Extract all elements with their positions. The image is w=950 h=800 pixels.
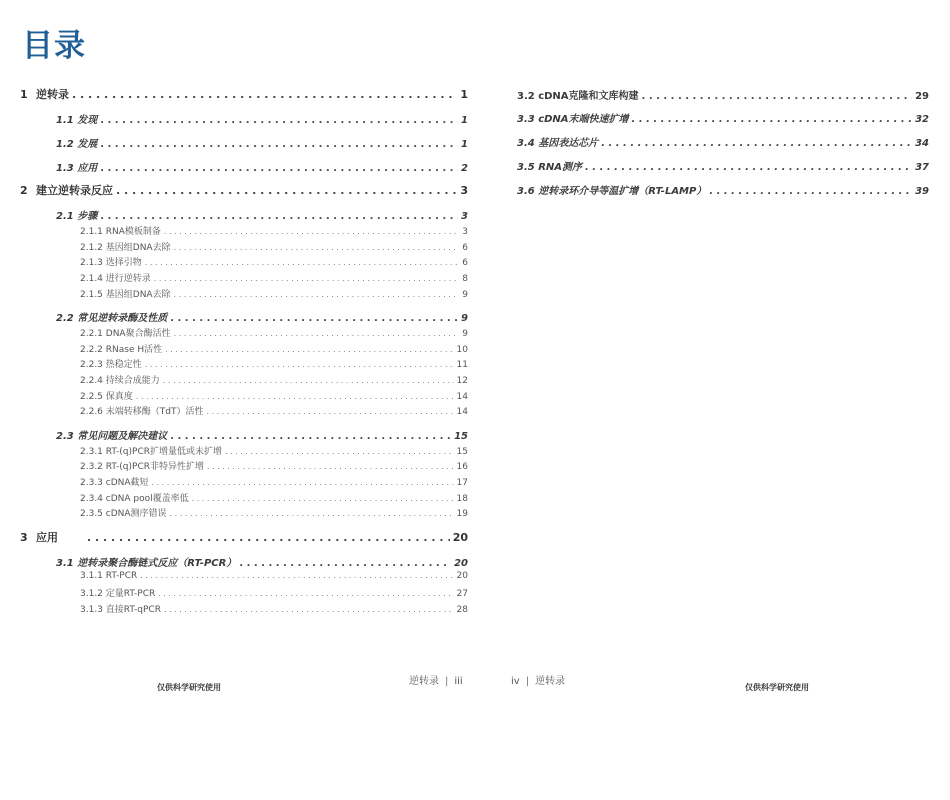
leader-dots xyxy=(632,114,913,125)
page-number: 6 xyxy=(462,258,468,268)
toc-entry-2-3-2[interactable] xyxy=(20,459,468,472)
section-number: 3 xyxy=(20,531,28,544)
page-number: 3 xyxy=(462,227,468,237)
page-number: 14 xyxy=(456,392,468,402)
leader-dots xyxy=(239,558,451,569)
right-research-note: 仅供科学研究使用 xyxy=(745,683,809,692)
page-number: 1 xyxy=(461,115,468,126)
toc-entry-2-3[interactable] xyxy=(20,427,468,442)
page-number: 19 xyxy=(456,509,468,519)
page-number: 12 xyxy=(456,376,468,386)
toc-entry-3-5[interactable] xyxy=(517,158,929,173)
page-number: 6 xyxy=(462,243,468,253)
section-title: 2.1 步骤 xyxy=(56,211,98,222)
page-number: 28 xyxy=(456,605,468,615)
section-title: 3.1.2 定量RT-PCR xyxy=(80,589,156,599)
toc-entry-3-6[interactable] xyxy=(517,182,929,197)
page-number: 34 xyxy=(915,138,929,149)
page-number: 29 xyxy=(915,91,929,102)
section-title: 2.2.4 持续合成能力 xyxy=(80,376,160,386)
section-title: 2.1.4 进行逆转录 xyxy=(80,274,151,284)
leader-dots xyxy=(136,392,454,401)
toc-entry-3-1-1[interactable] xyxy=(20,571,468,581)
toc-entry-1-1[interactable] xyxy=(20,111,468,126)
toc-entry-1-3[interactable] xyxy=(20,159,468,174)
toc-entry-2-2-3[interactable] xyxy=(20,357,468,370)
section-title: 建立逆转录反应 xyxy=(36,184,113,197)
leader-dots xyxy=(164,227,459,236)
toc-entry-2-2-6[interactable] xyxy=(20,404,468,417)
leader-dots xyxy=(165,345,453,354)
page-number: 18 xyxy=(456,494,468,504)
page-number: 3 xyxy=(461,211,468,222)
page-number: 9 xyxy=(462,329,468,339)
page-number: 16 xyxy=(456,462,468,472)
leader-dots xyxy=(152,478,454,487)
page-number: 32 xyxy=(915,114,929,125)
leader-dots xyxy=(100,163,458,174)
toc-entry-2-3-3[interactable] xyxy=(20,475,468,488)
toc-entry-3-1-2[interactable] xyxy=(20,586,468,599)
section-number: 1 xyxy=(20,88,28,101)
leader-dots xyxy=(72,88,457,101)
leader-dots xyxy=(145,258,460,267)
toc-entry-3-1-3[interactable] xyxy=(20,602,468,615)
leader-dots xyxy=(601,138,912,149)
section-title: 2.1.1 RNA模板制备 xyxy=(80,227,161,237)
toc-entry-2-1-4[interactable] xyxy=(20,271,468,284)
toc-entry-2-1[interactable] xyxy=(20,207,468,222)
section-title: 2.2.3 热稳定性 xyxy=(80,360,142,370)
section-title: 3.4 基因表达芯片 xyxy=(517,138,599,149)
leader-dots xyxy=(585,162,912,173)
section-title: 2.3.1 RT-(q)PCR扩增量低或未扩增 xyxy=(80,447,222,457)
toc-entry-3-4[interactable] xyxy=(517,134,929,149)
toc-entry-1[interactable] xyxy=(20,86,468,102)
leader-dots xyxy=(225,447,454,456)
toc-entry-3[interactable] xyxy=(20,529,468,545)
page-number: 39 xyxy=(915,186,929,197)
section-title: 3.1.3 直接RT-qPCR xyxy=(80,605,161,615)
leader-dots xyxy=(170,509,454,518)
left-research-note: 仅供科学研究使用 xyxy=(157,683,221,692)
page-number: 1 xyxy=(461,139,468,150)
section-title: 2.2.1 DNA聚合酶活性 xyxy=(80,329,171,339)
page-number: 15 xyxy=(456,447,468,457)
page-number: 9 xyxy=(461,313,468,324)
section-title: 3.3 cDNA末端快速扩增 xyxy=(517,114,629,125)
page-number: 15 xyxy=(454,431,468,442)
page-title: 目录 xyxy=(22,28,86,64)
page-number: 37 xyxy=(915,162,929,173)
toc-entry-2-2-5[interactable] xyxy=(20,389,468,402)
leader-dots xyxy=(100,211,458,222)
leader-dots xyxy=(87,531,450,544)
section-title: 逆转录 xyxy=(36,88,69,101)
page-number: 8 xyxy=(462,274,468,284)
section-title: 2.3.2 RT-(q)PCR非特异性扩增 xyxy=(80,462,204,472)
toc-entry-2[interactable] xyxy=(20,182,468,198)
leader-dots xyxy=(709,186,912,197)
page-number: 20 xyxy=(452,531,468,544)
leader-dots xyxy=(174,290,460,299)
leader-dots xyxy=(158,589,453,598)
section-title: 2.2.2 RNase H活性 xyxy=(80,345,163,355)
section-title: 3.5 RNA测序 xyxy=(517,162,583,173)
leader-dots xyxy=(206,407,453,416)
page-number: 1 xyxy=(460,88,468,101)
leader-dots xyxy=(170,313,458,324)
footer-title: 逆转录 xyxy=(535,676,566,687)
leader-dots xyxy=(140,571,453,580)
page-number: 17 xyxy=(456,478,468,488)
footer-page-number: iv xyxy=(511,676,520,687)
section-title: 2.2.6 末端转移酶（TdT）活性 xyxy=(80,407,204,417)
right-page-footer xyxy=(511,672,565,687)
leader-dots xyxy=(163,376,454,385)
section-title: 2.1.3 选择引物 xyxy=(80,258,142,268)
toc-entry-1-2[interactable] xyxy=(20,135,468,150)
toc-entry-2-2-2[interactable] xyxy=(20,342,468,355)
leader-dots xyxy=(174,329,460,338)
section-title: 2.3.3 cDNA截短 xyxy=(80,478,149,488)
toc-entry-3-3[interactable] xyxy=(517,110,929,125)
section-title: 2.1.2 基因组DNA去除 xyxy=(80,243,171,253)
toc-entry-3-2[interactable] xyxy=(517,87,929,102)
leader-dots xyxy=(170,431,451,442)
footer-page-number: iii xyxy=(454,676,463,687)
toc-entry-2-3-1[interactable] xyxy=(20,444,468,457)
section-title: 3.1 逆转录聚合酶链式反应（RT-PCR） xyxy=(56,558,237,569)
section-title: 1.1 发现 xyxy=(56,115,98,126)
leader-dots xyxy=(100,139,458,150)
page-number: 20 xyxy=(456,571,468,581)
leader-dots xyxy=(145,360,454,369)
section-title: 2.3.5 cDNA测序错误 xyxy=(80,509,167,519)
section-title: 3.1.1 RT-PCR xyxy=(80,571,138,581)
toc-entry-2-3-4[interactable] xyxy=(20,491,468,504)
section-title: 2.1.5 基因组DNA去除 xyxy=(80,290,171,300)
section-title: 2.2.5 保真度 xyxy=(80,392,133,402)
section-title: 2.3.4 cDNA pool覆盖率低 xyxy=(80,494,189,504)
left-page-footer xyxy=(409,672,463,687)
section-title: 1.2 发展 xyxy=(56,139,98,150)
section-title: 应用 xyxy=(36,531,58,544)
toc-entry-3-1[interactable] xyxy=(20,554,468,569)
toc-entry-2-1-5[interactable] xyxy=(20,287,468,300)
footer-separator: | xyxy=(445,676,449,687)
leader-dots xyxy=(207,462,454,471)
toc-entry-2-2-1[interactable] xyxy=(20,326,468,339)
toc-entry-2-1-3[interactable] xyxy=(20,255,468,268)
page-number: 27 xyxy=(456,589,468,599)
leader-dots xyxy=(192,494,454,503)
toc-entry-2-1-2[interactable] xyxy=(20,240,468,253)
section-title: 2.2 常见逆转录酶及性质 xyxy=(56,313,168,324)
toc-entry-2-2[interactable] xyxy=(20,309,468,324)
section-title: 2.3 常见问题及解决建议 xyxy=(56,431,168,442)
leader-dots xyxy=(154,274,460,283)
page-number: 14 xyxy=(456,407,468,417)
footer-separator: | xyxy=(525,676,530,687)
leader-dots xyxy=(642,91,913,102)
section-title: 3.6 逆转录环介导等温扩增（RT-LAMP） xyxy=(517,186,707,197)
toc-entry-2-1-1[interactable] xyxy=(20,224,468,237)
section-title: 3.2 cDNA克隆和文库构建 xyxy=(517,91,639,102)
leader-dots xyxy=(174,243,460,252)
leader-dots xyxy=(100,115,458,126)
page-number: 20 xyxy=(454,558,468,569)
page-number: 10 xyxy=(456,345,468,355)
footer-title: 逆转录 xyxy=(409,676,439,687)
toc-entry-2-3-5[interactable] xyxy=(20,506,468,519)
page-number: 2 xyxy=(461,163,468,174)
leader-dots xyxy=(164,605,454,614)
section-title: 1.3 应用 xyxy=(56,163,98,174)
page-number: 3 xyxy=(460,184,468,197)
page-number: 11 xyxy=(456,360,468,370)
section-number: 2 xyxy=(20,184,28,197)
toc-entry-2-2-4[interactable] xyxy=(20,373,468,386)
leader-dots xyxy=(116,184,457,197)
page-number: 9 xyxy=(462,290,468,300)
